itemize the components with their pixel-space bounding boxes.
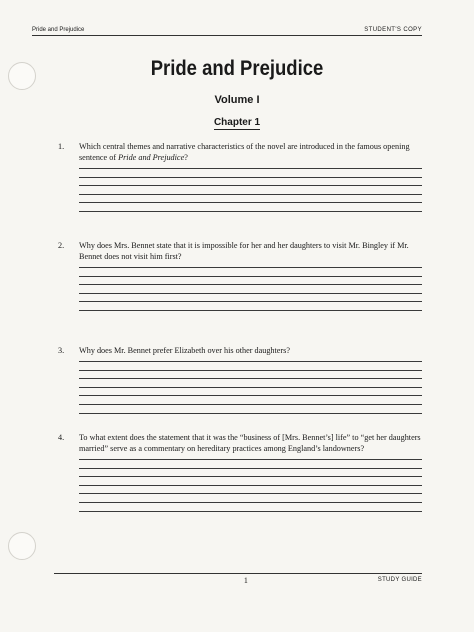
question-text: Why does Mrs. Bennet state that it is impossible for her and her daughters to visit Mr. Bingley if Mr. Bennet does not visit him first? bbox=[79, 241, 409, 261]
answer-line[interactable] bbox=[79, 511, 422, 512]
answer-line[interactable] bbox=[79, 310, 422, 311]
answer-line[interactable] bbox=[79, 168, 422, 169]
answer-line[interactable] bbox=[79, 267, 422, 268]
answer-line[interactable] bbox=[79, 395, 422, 396]
header-book-title: Pride and Prejudice bbox=[32, 27, 85, 33]
chapter-heading bbox=[0, 117, 474, 128]
answer-lines[interactable] bbox=[79, 459, 422, 512]
answer-line[interactable] bbox=[79, 476, 422, 477]
question-number: 4. bbox=[58, 433, 65, 442]
page-number: 1 bbox=[243, 576, 248, 585]
answer-line[interactable] bbox=[79, 211, 422, 212]
answer-lines[interactable] bbox=[79, 267, 422, 311]
answer-line[interactable] bbox=[79, 284, 422, 285]
header-copy-label: STUDENT'S COPY bbox=[364, 27, 422, 33]
answer-line[interactable] bbox=[79, 361, 422, 362]
answer-lines[interactable] bbox=[79, 361, 422, 414]
footer-label: STUDY GUIDE bbox=[377, 577, 422, 583]
answer-lines[interactable] bbox=[79, 168, 422, 212]
question-4 bbox=[58, 432, 422, 519]
question-number: 2. bbox=[58, 241, 65, 250]
answer-line[interactable] bbox=[79, 502, 422, 503]
question-text: Why does Mr. Bennet prefer Elizabeth over his other daughters? bbox=[79, 346, 290, 355]
answer-line[interactable] bbox=[79, 387, 422, 388]
page-header bbox=[32, 27, 422, 36]
answer-line[interactable] bbox=[79, 276, 422, 277]
answer-line[interactable] bbox=[79, 185, 422, 186]
answer-line[interactable] bbox=[79, 459, 422, 460]
question-number: 3. bbox=[58, 346, 65, 355]
answer-line[interactable] bbox=[79, 301, 422, 302]
question-2 bbox=[58, 240, 422, 319]
volume-heading: Volume I bbox=[214, 94, 260, 106]
answer-line[interactable] bbox=[79, 177, 422, 178]
answer-line[interactable] bbox=[79, 404, 422, 405]
novel-title-italic: Pride and Prejudice bbox=[118, 153, 185, 162]
question-1 bbox=[58, 141, 422, 220]
question-text: Which central themes and narrative characteristics of the novel are introduced in the famous opening sentence of Pride and Prejudice? bbox=[79, 142, 410, 162]
answer-line[interactable] bbox=[79, 378, 422, 379]
answer-line[interactable] bbox=[79, 202, 422, 203]
question-3 bbox=[58, 345, 422, 421]
answer-line[interactable] bbox=[79, 413, 422, 414]
answer-line[interactable] bbox=[79, 468, 422, 469]
page-title: Pride and Prejudice bbox=[150, 57, 324, 80]
answer-line[interactable] bbox=[79, 493, 422, 494]
answer-line[interactable] bbox=[79, 370, 422, 371]
punch-hole-bottom bbox=[8, 532, 36, 560]
question-number: 1. bbox=[58, 142, 65, 151]
answer-line[interactable] bbox=[79, 194, 422, 195]
answer-line[interactable] bbox=[79, 485, 422, 486]
question-text: To what extent does the statement that it was the “business of [Mrs. Bennet’s] life” to “get her daughters married” serve as a commentary on hereditary practices among England’s landowners? bbox=[79, 433, 421, 453]
page-footer bbox=[54, 573, 422, 585]
answer-line[interactable] bbox=[79, 293, 422, 294]
chapter-heading-text: Chapter 1 bbox=[213, 117, 261, 128]
